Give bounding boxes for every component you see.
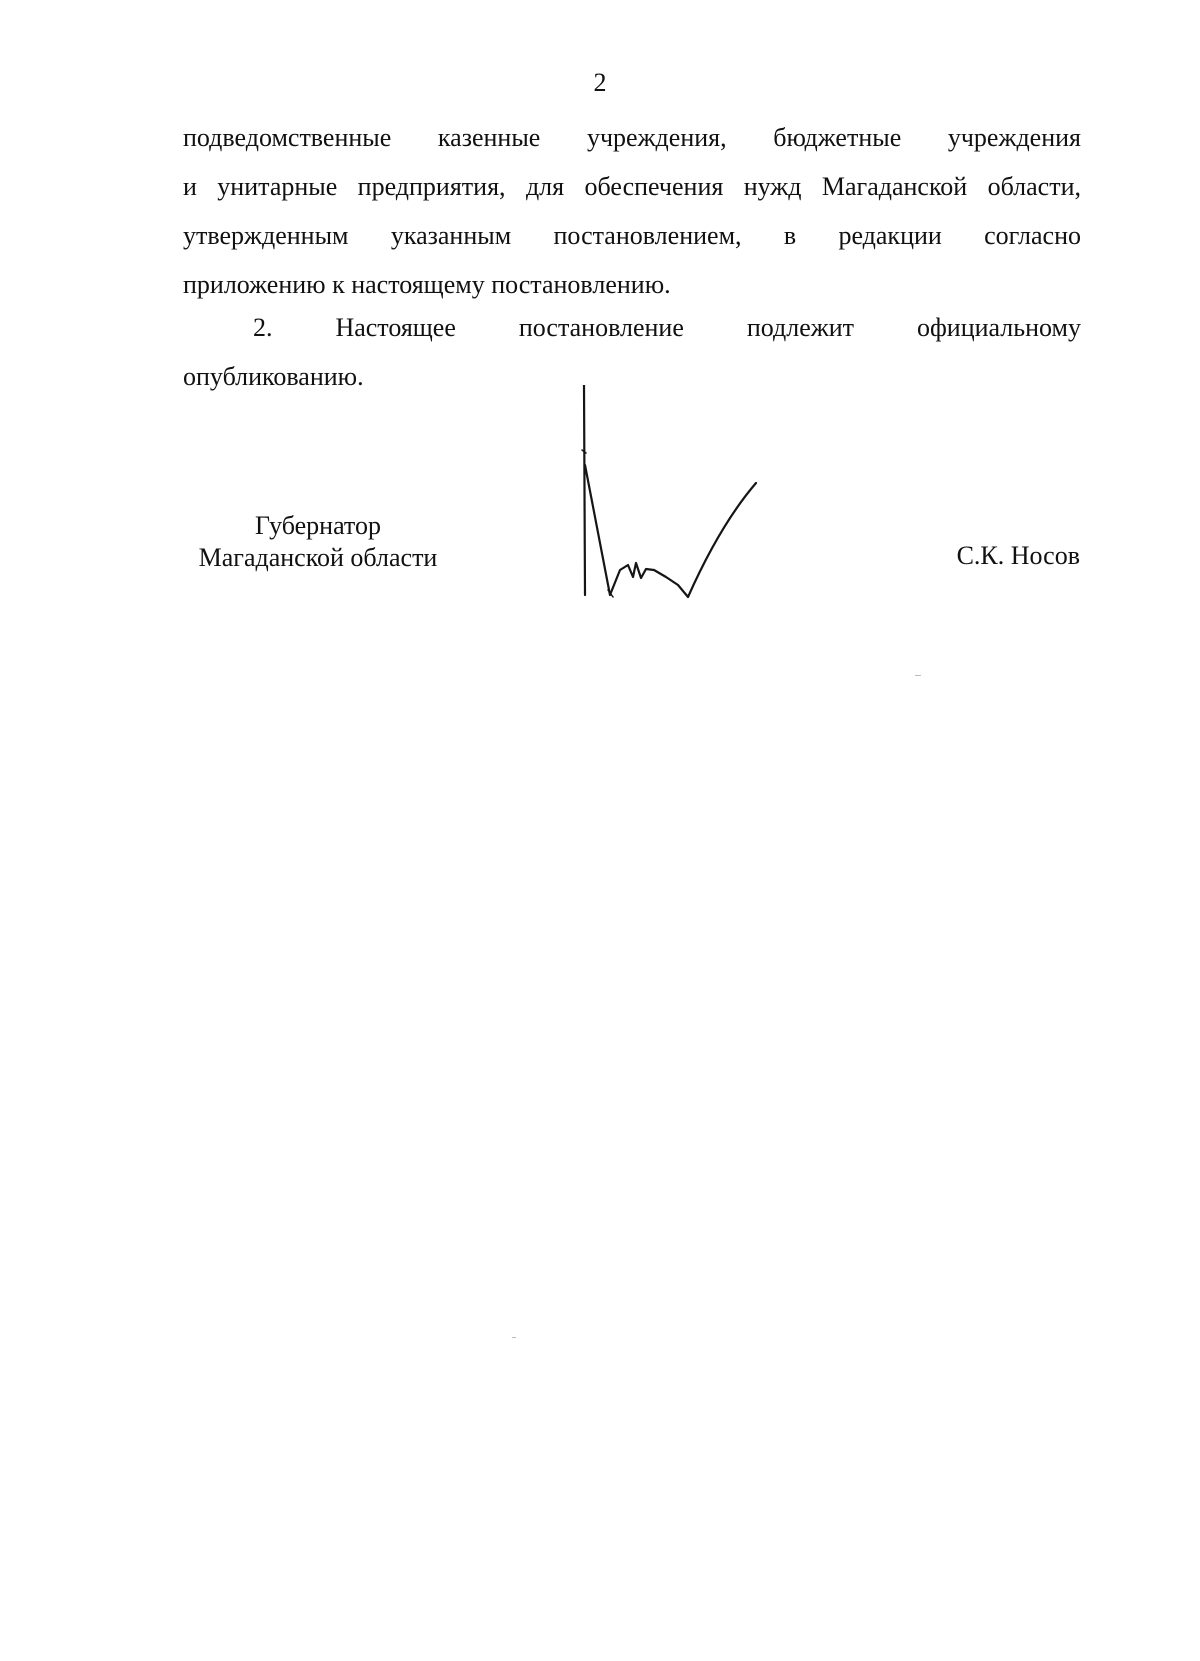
paragraph-line: 2. Настоящее постановление подлежит официальному (253, 313, 1081, 342)
signatory-role: Губернатор (255, 511, 381, 540)
signatory-title (183, 510, 453, 574)
page-number: 2 (593, 68, 607, 97)
paragraph-line: и унитарные предприятия, для обеспечения нужд Магаданской области, (183, 172, 1081, 201)
paragraph-line: опубликованию. (183, 362, 364, 391)
paragraph-line: приложению к настоящему постановлению. (183, 270, 671, 299)
paragraph-line: подведомственные казенные учреждения, бюджетные учреждения (183, 123, 1081, 152)
scan-speck (512, 1337, 516, 1338)
paragraph-line: утвержденным указанным постановлением, в редакции согласно (183, 221, 1081, 250)
scan-speck (915, 675, 921, 676)
signatory-name: С.К. Носов (956, 541, 1080, 570)
paragraph-continuation (183, 113, 1081, 309)
handwritten-signature (570, 385, 780, 635)
signatory-region: Магаданской области (198, 543, 438, 572)
